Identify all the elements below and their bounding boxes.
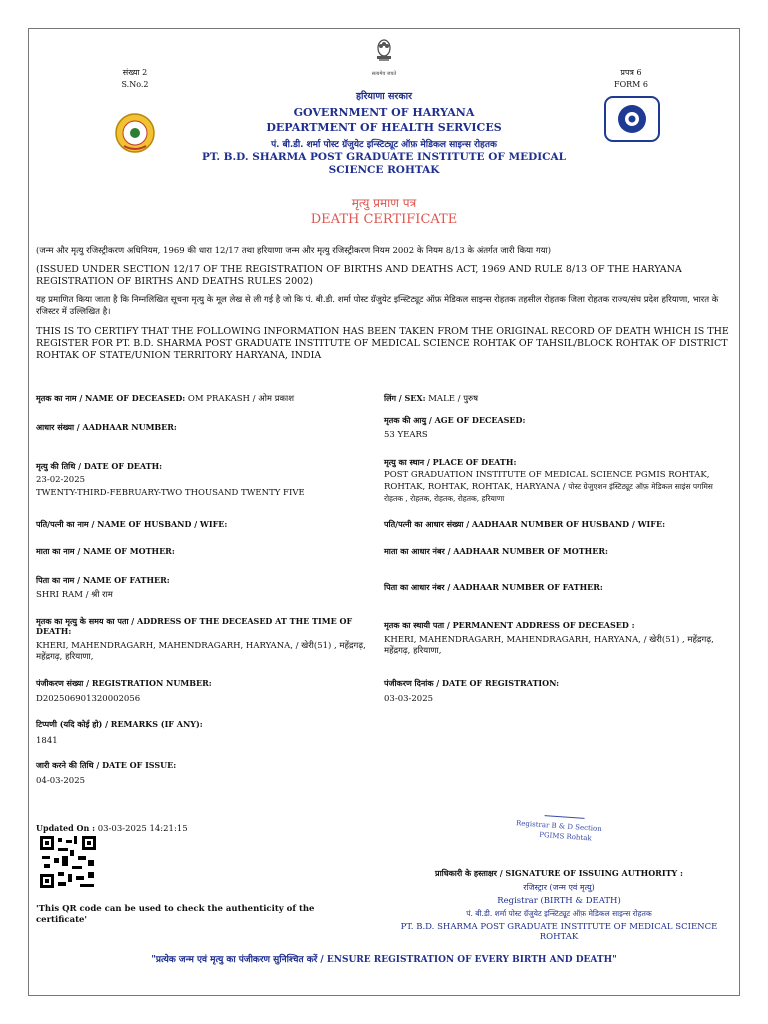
- title-hindi: मृत्यु प्रमाण पत्र: [351, 196, 417, 210]
- date-of-issue-value: 04-03-2025: [36, 776, 86, 786]
- sno-hindi: संख्या 2: [122, 68, 148, 77]
- husband-wife-label: पति/पत्नी का नाम / NAME OF HUSBAND / WIFE:: [36, 519, 228, 529]
- address-at-death-label: मृतक का मृत्यु के समय का पता / ADDRESS OF THE DECEASED AT THE TIME OF DEATH:: [36, 616, 353, 636]
- place-of-death-value: [384, 470, 734, 505]
- aadhaar-label: आधार संख्या / AADHAAR NUMBER:: [36, 422, 177, 432]
- signature-label: प्राधिकारी के हस्ताक्षर / SIGNATURE OF ISSUING AUTHORITY :: [435, 868, 683, 878]
- certify-text-english: THIS IS TO CERTIFY THAT THE FOLLOWING INFORMATION HAS BEEN TAKEN FROM THE ORIGINAL RECORD OF DEATH WHICH IS THE REGISTER FOR PT. B.D. SHARMA POST GRADUATE INSTITUTE OF MEDICAL SCIENCE ROHTAK OF TAHSIL/BLOCK ROHTAK OF DISTRICT ROHTAK OF STATE/UNION TERRITORY HARYANA, INDIA: [36, 326, 729, 361]
- father-name-label: पिता का नाम / NAME OF FATHER:: [36, 575, 170, 585]
- registrar-stamp: [513, 805, 601, 845]
- qr-code-icon: [40, 836, 96, 888]
- department-title: DEPARTMENT OF HEALTH SERVICES: [266, 121, 502, 134]
- mother-aadhaar-label: माता का आधार नंबर / AADHAAR NUMBER OF MOTHER:: [384, 546, 608, 556]
- registration-number-label: पंजीकरण संख्या / REGISTRATION NUMBER:: [36, 678, 212, 688]
- date-of-death-label: मृत्यु की तिथि / DATE OF DEATH:: [36, 461, 163, 471]
- name-of-deceased-value: OM PRAKASH / ओम प्रकाश: [185, 394, 295, 404]
- certify-text-hindi: यह प्रमाणित किया जाता है कि निम्नलिखित सूचना मृत्यु के मूल लेख से ली गई है जो कि पं. बी.डी. शर्मा पोस्ट ग्रॅजुयेट इन्स्टिट्यूट ऑफ़ मेडिकल साइन्स रोहतक तहसील रोहतक जिला रोहतक राज्य/संघ प्रदेश हरियाणा, भारत के रजिस्टर में उल्लिखित है।: [36, 295, 719, 317]
- registration-number-value: D202506901320002056: [36, 694, 141, 704]
- sex-field: [384, 386, 734, 405]
- mother-name-label: माता का नाम / NAME OF MOTHER:: [36, 546, 175, 556]
- national-emblem-icon: [372, 38, 396, 70]
- act-reference-hindi: (जन्म और मृत्यु रजिस्ट्रीकरण अधिनियम, 1969 की धारा 12/17 तथा हरियाणा जन्म और मृत्यु रजिस्ट्रीकरण नियम 2002 के नियम 8/13 के अंतर्गत जारी किया गया): [36, 246, 552, 256]
- issuing-institute-hindi: पं. बी.डी. शर्मा पोस्ट ग्रॅजुयेट इन्स्टिट्यूट ऑफ़ मेडिकल साइन्स रोहतक: [466, 909, 652, 918]
- husband-wife-aadhaar-label: पति/पत्नी का आधार संख्या / AADHAAR NUMBER OF HUSBAND / WIFE:: [384, 519, 666, 529]
- state-name-hindi: हरियाणा सरकार: [356, 91, 412, 102]
- age-label: मृतक की आयु / AGE OF DECEASED:: [384, 415, 526, 425]
- date-of-issue-label: जारी करने की तिथि / DATE OF ISSUE:: [36, 760, 177, 770]
- issuing-institute-english: PT. B.D. SHARMA POST GRADUATE INSTITUTE OF MEDICAL SCIENCE ROHTAK: [400, 922, 718, 942]
- registration-date-label: पंजीकरण दिनांक / DATE OF REGISTRATION:: [384, 678, 560, 688]
- remarks-value: 1841: [36, 736, 58, 746]
- registrar-hindi: रजिस्ट्रार (जन्म एवं मृत्यु): [523, 883, 595, 892]
- emblem-motto: सत्यमेव जयते: [371, 71, 397, 77]
- permanent-address-label: मृतक का स्थायी पता / PERMANENT ADDRESS OF DECEASED :: [384, 620, 635, 630]
- act-reference-english: (ISSUED UNDER SECTION 12/17 OF THE REGISTRATION OF BIRTHS AND DEATHS ACT, 1969 AND RULE 8/13 OF THE HARYANA REGISTRATION OF BIRTHS AND DEATHS RULES 2002): [36, 264, 682, 287]
- slogan: "प्रत्येक जन्म एवं मृत्यु का पंजीकरण सुनिश्चित करें / ENSURE REGISTRATION OF EVERY BIRTH AND DEATH": [151, 955, 617, 965]
- date-of-death-value: 23-02-2025: [36, 475, 86, 485]
- stamp-line-1: Registrar B & D Section: [515, 819, 603, 834]
- form-hindi: प्रपत्र 6: [620, 68, 642, 77]
- age-value: 53 YEARS: [384, 430, 428, 440]
- title-english: DEATH CERTIFICATE: [310, 212, 458, 227]
- address-at-death-value: KHERI, MAHENDRAGARH, MAHENDRAGARH, HARYANA, / खेरी(51) , महेंद्रगढ़, महेंद्रगढ़, हरियाणा,: [36, 641, 366, 662]
- name-of-deceased: [36, 386, 366, 405]
- form-english: FORM 6: [614, 80, 648, 89]
- sex-value: MALE / पुरुष: [425, 394, 479, 404]
- father-aadhaar-label: पिता का आधार नंबर / AADHAAR NUMBER OF FATHER:: [384, 582, 603, 592]
- updated-on-label: Updated On :: [36, 823, 96, 833]
- place-of-death-label: मृत्यु का स्थान / PLACE OF DEATH:: [384, 457, 517, 467]
- place-of-death-hindi: पोस्ट ग्रेजुएशन इंस्टिट्यूट ऑफ़ मेडिकल साइंस पगमिस रोहतक , रोहतक, रोहतक, रोहतक, हरियाणा: [384, 482, 713, 503]
- institute-english: PT. B.D. SHARMA POST GRADUATE INSTITUTE OF MEDICAL SCIENCE ROHTAK: [201, 151, 566, 176]
- permanent-address-value: KHERI, MAHENDRAGARH, MAHENDRAGARH, HARYANA, / खेरी(51) , महेंद्रगढ़, महेंद्रगढ़, हरियाणा,: [384, 635, 714, 656]
- government-title: GOVERNMENT OF HARYANA: [293, 106, 475, 119]
- registration-date-value: 03-03-2025: [384, 694, 434, 704]
- haryana-seal-icon: [114, 112, 156, 154]
- institute-hindi: पं. बी.डी. शर्मा पोस्ट ग्रॅजुयेट इन्स्टिट्यूट ऑफ़ मेडिकल साइन्स रोहतक: [271, 140, 497, 150]
- remarks-label: टिप्पणी (यदि कोई हो) / REMARKS (IF ANY):: [36, 719, 203, 729]
- updated-on: [36, 816, 336, 835]
- father-name-value: SHRI RAM / श्री राम: [36, 590, 113, 600]
- qr-code-note: 'This QR code can be used to check the authenticity of the certificate': [36, 904, 315, 925]
- place-of-death-english: POST GRADUATION INSTITUTE OF MEDICAL SCIENCE PGMIS ROHTAK, ROHTAK, ROHTAK, ROHTAK, HARYANA /: [384, 470, 710, 492]
- sex-label: लिंग / SEX:: [384, 393, 426, 403]
- stamp-line-2: PGIMS Rohtak: [538, 830, 592, 843]
- updated-on-value: 03-03-2025 14:21:15: [95, 824, 188, 834]
- name-of-deceased-label: मृतक का नाम / NAME OF DECEASED:: [36, 393, 186, 403]
- stamp-line-mark: [545, 815, 585, 819]
- date-of-death-words: TWENTY-THIRD-FEBRUARY-TWO THOUSAND TWENTY FIVE: [36, 488, 305, 498]
- registrar-english: Registrar (BIRTH & DEATH): [497, 896, 621, 906]
- sno-english: S.No.2: [121, 80, 149, 89]
- registration-logo-icon: [604, 96, 660, 142]
